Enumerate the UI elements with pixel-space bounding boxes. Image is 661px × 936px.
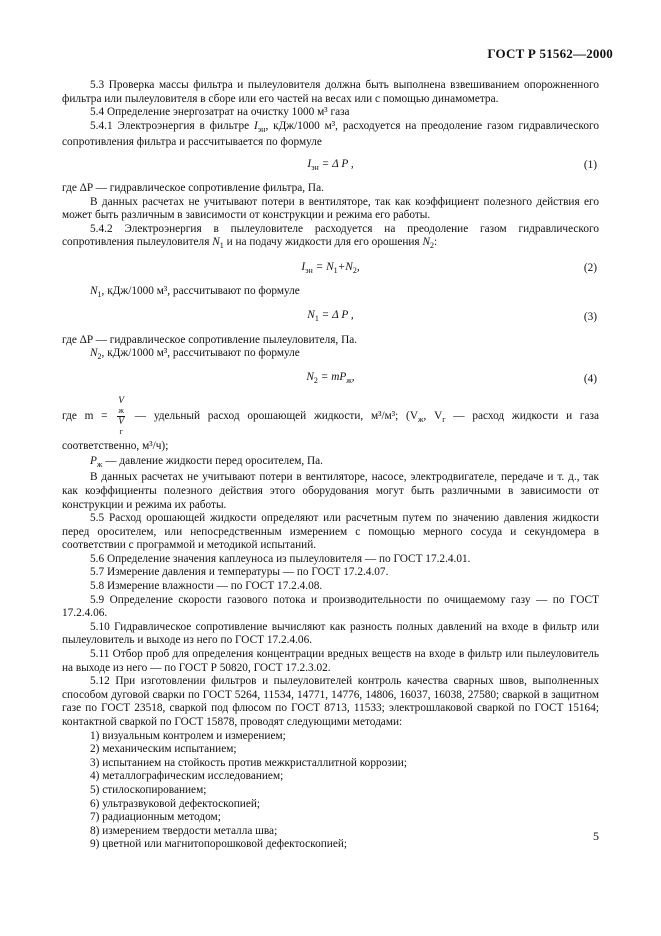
equation-number: (3) <box>583 310 597 323</box>
list-item: 5) стилоскопированием; <box>90 783 207 796</box>
equation-number: (1) <box>583 159 597 172</box>
equation-2: $I_{эн} = N_1+N_2$, (2) <box>301 260 597 275</box>
n2-line: $N_2$, кДж/1000 м³, рассчитывают по формуле <box>90 347 300 362</box>
list-item: 8) измерением твердости металла шва; <box>90 824 278 837</box>
paragraph-5-11: 5.11 Отбор проб для определения концентрации вредных веществ на входе в фильтр или пылеуловитель на выходе из него — по ГОСТ Р 50820, ГОСТ 17.2.3.02. <box>62 648 599 674</box>
definition-line: где ΔP — гидравлическое сопротивление фильтра, Па. <box>62 181 324 194</box>
fraction: V ж V г <box>118 395 125 436</box>
methods-list <box>62 730 599 852</box>
paragraph-5-7: 5.7 Измерение давления и температуры — по ГОСТ 17.2.4.07. <box>90 566 389 579</box>
definition-line: где ΔP — гидравлическое сопротивление пылеуловителя, Па. <box>62 333 358 346</box>
equation-number: (2) <box>583 262 597 275</box>
list-item: 6) ультразвуковой дефектоскопией; <box>90 797 261 810</box>
document-body <box>62 79 599 852</box>
definition-pzh: $P_ж$ — давление жидкости перед оросителем, Па. <box>90 454 324 469</box>
n1-line: $N_1$, кДж/1000 м³, рассчитывают по формуле <box>90 284 300 299</box>
list-item: 2) механическим испытанием; <box>90 743 237 756</box>
list-item: 1) визуальным контролем и измерением; <box>90 729 286 742</box>
paragraph-5-4: 5.4 Определение энергозатрат на очистку 1000 м³ газа <box>90 106 350 119</box>
paragraph-5-4-2: 5.4.2 Электроэнергия в пылеуловителе расходуется на преодоление газом гидравлического сопротивления пылеуловителя $N_1$ и на подачу жидкости для его орошения $N_2$: <box>62 222 599 251</box>
equation-3: $N_1 = \Delta$ P , (3) <box>307 309 597 324</box>
paragraph-5-10: 5.10 Гидравлическое сопротивление вычисляют как разность полных давлений на входе в фильтр или пылеуловитель и выходе из него по ГОСТ 17.2.4.06. <box>62 620 599 647</box>
paragraph-losses-2: В данных расчетах не учитывают потери в вентиляторе, насосе, электродвигателе, передаче и т. д., так как коэффициенты полезного действия этого оборудования могут быть различными в зависимости от конструкции и режима их работы. <box>62 471 599 511</box>
paragraph-5-4-1: 5.4.1 Электроэнергия в фильтре $I_{эн}$, кДж/1000 м³, расходуется на преодоление газом гидравлического сопротивления фильтра и рассчитывается по формуле <box>62 119 599 149</box>
paragraph-5-8: 5.8 Измерение влажности — по ГОСТ 17.2.4.08. <box>90 580 323 593</box>
paragraph-5-12: 5.12 При изготовлении фильтров и пылеуловителей контроль качества сварных швов, выполненных способом дуговой сварки по ГОСТ 5264, 11534, 14771, 14776, 14806, 16037, 16038, 27580; сваркой в защитном газе по ГОСТ 23518, сваркой под флюсом по ГОСТ 8713, 11533; электрошлаковой сваркой по ГОСТ 15164; контактной сваркой по ГОСТ 15878, проводят следующими методами: <box>62 675 599 728</box>
list-item: 3) испытанием на стойкость против межкристаллитной коррозии; <box>90 756 407 769</box>
paragraph-5-5: 5.5 Расход орошающей жидкости определяют или расчетным путем по значению давления жидкости перед оросителем, или непосредственным измерением с помощью мерного сосуда и секундомера в соответствии с программой и методикой испытаний. <box>62 512 599 552</box>
equation-1: $I_{эн} = \Delta$ P , (1) <box>307 157 597 172</box>
paragraph-5-9: 5.9 Определение скорости газового потока и производительности по очищаемому газу — по ГОСТ 17.2.4.06. <box>62 593 599 620</box>
list-item: 7) радиационным методом; <box>90 811 221 824</box>
paragraph-losses-1: В данных расчетах не учитывают потери в вентиляторе, так как коэффициент полезного действия его может быть различным в зависимости от конструкции и режима его работы. <box>62 195 599 222</box>
equation-4: $N_2 = mP_ж$, (4) <box>306 371 597 386</box>
equation-number: (4) <box>583 372 597 385</box>
list-item: 4) металлографическим исследованием; <box>90 770 284 783</box>
definition-m: где m = V ж V г — удельный расход орошающей жидкости, м³/м³; ($V_ж$, $V_г$ — расход жидкости и газа соответственно, м³/ч); <box>62 395 599 452</box>
list-item: 9) цветной или магнитопорошковой дефектоскопией; <box>90 838 348 851</box>
page-number: 5 <box>593 829 599 843</box>
paragraph-5-3: 5.3 Проверка массы фильтра и пылеуловителя должна быть выполнена взвешиванием опорожненного фильтра или пылеуловителя в сборе или его частей на весах или с помощью динамометра. <box>62 79 599 105</box>
paragraph-5-6: 5.6 Определение значения каплеуноса из пылеуловителя — по ГОСТ 17.2.4.01. <box>90 552 471 565</box>
document-header: ГОСТ Р 51562—2000 <box>487 46 613 61</box>
